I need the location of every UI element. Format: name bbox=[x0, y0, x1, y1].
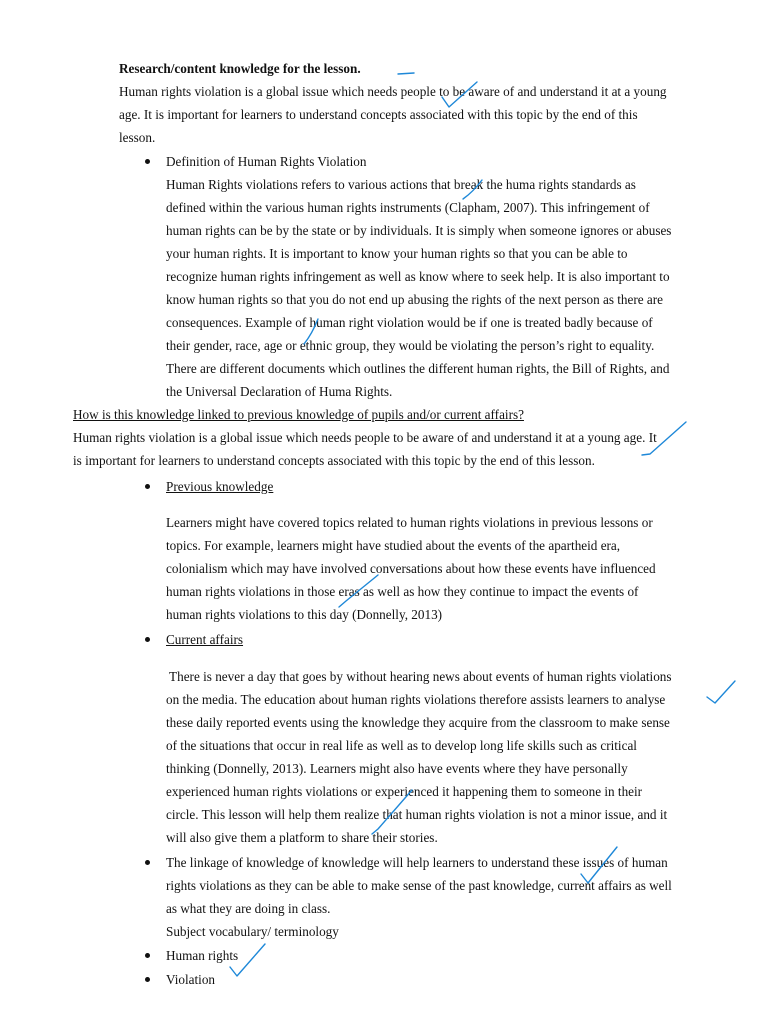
answer-line: Human rights violation is a global issue which needs people to be aware of and understand it at a young age. It bbox=[73, 430, 657, 445]
current-line: thinking (Donnelly, 2013). Learners might also have events where they have personally bbox=[166, 761, 628, 776]
linkage-line: The linkage of knowledge of knowledge will help learners to understand these issues of human bbox=[166, 855, 668, 870]
linkage-line: as what they are doing in class. bbox=[166, 901, 331, 916]
definition-line: human rights can be by the state or by individuals. It is simply when someone ignores or abuses bbox=[166, 223, 672, 238]
vocab-item: Human rights bbox=[166, 948, 239, 963]
previous-line: human rights violations to this day (Donnelly, 2013) bbox=[166, 607, 443, 622]
definition-title: Definition of Human Rights Violation bbox=[166, 154, 367, 169]
bullet-icon bbox=[145, 637, 150, 642]
current-line: experienced human rights violations or experienced it happening them to someone in their bbox=[166, 784, 643, 799]
section-heading: Research/content knowledge for the lesson. bbox=[119, 61, 361, 76]
definition-line: consequences. Example of human right violation would be if one is treated badly because of bbox=[166, 315, 653, 330]
linkage-question: How is this knowledge linked to previous knowledge of pupils and/or current affairs? bbox=[73, 407, 524, 422]
current-affairs-title: Current affairs bbox=[166, 632, 244, 647]
current-line: There is never a day that goes by without hearing news about events of human rights violations bbox=[166, 669, 672, 684]
intro-line: Human rights violation is a global issue which needs people to be aware of and understand it at a young bbox=[119, 84, 667, 99]
dash-mark bbox=[398, 73, 414, 74]
bullet-icon bbox=[145, 484, 150, 489]
definition-line: recognize human rights infringement as well as know where to seek help. It is also important to bbox=[166, 269, 670, 284]
bullet-icon bbox=[145, 977, 150, 982]
intro-line: age. It is important for learners to understand concepts associated with this topic by the end of this bbox=[119, 107, 638, 122]
previous-line: Learners might have covered topics related to human rights violations in previous lessons or bbox=[166, 515, 653, 530]
previous-knowledge-title: Previous knowledge bbox=[166, 479, 274, 494]
definition-line: your human rights. It is important to know your human rights so that you can be able to bbox=[166, 246, 628, 261]
current-line: these daily reported events using the knowledge they acquire from the classroom to make sense bbox=[166, 715, 670, 730]
vocab-item: Violation bbox=[166, 972, 216, 987]
definition-line: the Universal Declaration of Huma Rights. bbox=[166, 384, 393, 399]
definition-line: There are different documents which outlines the different human rights, the Bill of Rights, and bbox=[166, 361, 670, 376]
bullet-icon bbox=[145, 860, 150, 865]
tick-mark-icon bbox=[707, 681, 735, 703]
definition-line: defined within the various human rights instruments (Clapham, 2007). This infringement of bbox=[166, 200, 650, 215]
current-line: of the situations that occur in real life as well as to develop long life skills such as critical bbox=[166, 738, 637, 753]
current-line: circle. This lesson will help them realize that human rights violation is not a minor issue, and it bbox=[166, 807, 668, 822]
bullet-icon bbox=[145, 159, 150, 164]
current-line: will also give them a platform to share their stories. bbox=[166, 830, 438, 845]
previous-line: colonialism which may have involved conversations about how these events have influenced bbox=[166, 561, 656, 576]
current-line: on the media. The education about human rights violations therefore assists learners to analyse bbox=[166, 692, 666, 707]
definition-line: their gender, race, age or ethnic group, they would be violating the person’s right to equality. bbox=[166, 338, 655, 353]
intro-line: lesson. bbox=[119, 130, 156, 145]
bullet-icon bbox=[145, 953, 150, 958]
vocabulary-label: Subject vocabulary/ terminology bbox=[166, 924, 339, 939]
definition-line: know human rights so that you do not end up abusing the rights of the next person as there are bbox=[166, 292, 663, 307]
answer-line: is important for learners to understand concepts associated with this topic by the end of this lesson. bbox=[73, 453, 595, 468]
previous-line: human rights violations in those eras as well as how they continue to impact the events of bbox=[166, 584, 639, 599]
linkage-line: rights violations as they can be able to make sense of the past knowledge, current affairs as well bbox=[166, 878, 672, 893]
previous-line: topics. For example, learners might have studied about the events of the apartheid era, bbox=[166, 538, 621, 553]
definition-line: Human Rights violations refers to various actions that break the huma rights standards as bbox=[166, 177, 636, 192]
